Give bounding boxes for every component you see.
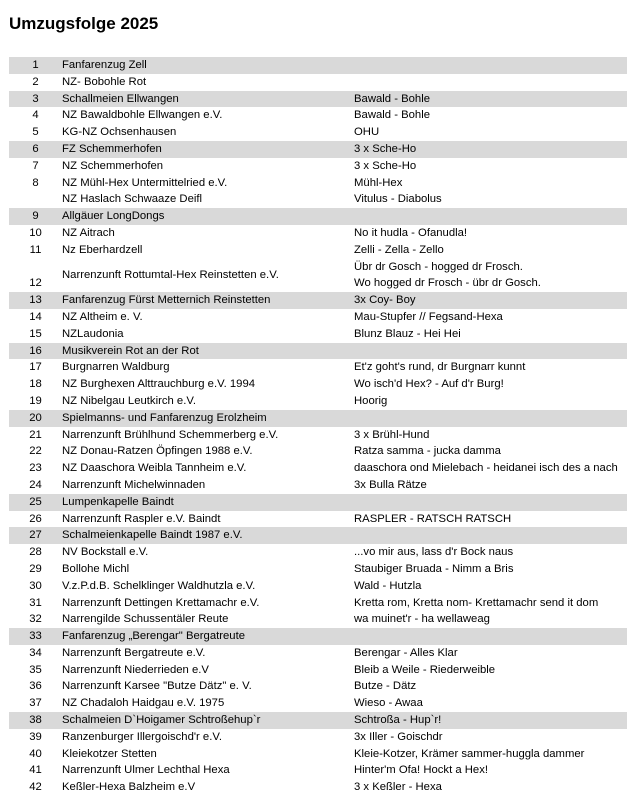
group-call: Et'z goht's rund, dr Burgnarr kunnt bbox=[354, 361, 526, 374]
group-name: Spielmanns- und Fanfarenzug Erolzheim bbox=[62, 410, 354, 427]
row-number: 37 bbox=[29, 697, 42, 710]
row-number: 12 bbox=[29, 277, 42, 290]
group-call: Zelli - Zella - Zello bbox=[354, 243, 444, 256]
row-number: 29 bbox=[29, 562, 42, 575]
row-number: 41 bbox=[29, 764, 42, 777]
group-name: Narrenzunft Bergatreute e.V. bbox=[62, 646, 206, 659]
row-number: 25 bbox=[9, 494, 62, 511]
group-name: V.z.P.d.B. Schelklinger Waldhutzla e.V. bbox=[62, 579, 256, 592]
table-row bbox=[9, 645, 627, 662]
group-call: Vitulus - Diabolus bbox=[354, 193, 442, 206]
group-call: Ratza samma - jucka damma bbox=[354, 445, 501, 458]
group-call: 3 x Sche-Ho bbox=[354, 159, 417, 172]
group-name: NZLaudonia bbox=[62, 327, 124, 340]
row-number: 19 bbox=[29, 394, 42, 407]
group-call: Kretta rom, Kretta nom- Krettamachr send it dom bbox=[354, 596, 599, 609]
group-name: NZ Daaschora Weibla Tannheim e.V. bbox=[62, 462, 247, 475]
group-name: Narrenzunft Brühlhund Schemmerberg e.V. bbox=[62, 428, 279, 441]
group-name: Ranzenburger Illergoischd'r e.V. bbox=[62, 730, 222, 743]
table-row bbox=[9, 494, 627, 511]
group-name: Narrengilde Schussentäler Reute bbox=[62, 613, 229, 626]
group-call bbox=[354, 74, 627, 91]
group-name: NZ Chadaloh Haidgau e.V. 1975 bbox=[62, 697, 225, 710]
table-row bbox=[9, 309, 627, 326]
group-name: Narrenzunft Niederrieden e.V bbox=[62, 663, 209, 676]
row-number: 26 bbox=[29, 512, 42, 525]
group-name: Schallmeien Ellwangen bbox=[62, 91, 354, 108]
row-number: 34 bbox=[29, 646, 42, 659]
table-row bbox=[9, 762, 627, 779]
row-number: 6 bbox=[9, 141, 62, 158]
table-row bbox=[9, 124, 627, 141]
group-call: Blunz Blauz - Hei Hei bbox=[354, 327, 461, 340]
group-call-line: Übr dr Gosch - hogged dr Frosch. bbox=[354, 260, 523, 273]
group-name: KG-NZ Ochsenhausen bbox=[62, 126, 177, 139]
group-call: Kleie-Kotzer, Krämer sammer-huggla dammer bbox=[354, 747, 585, 760]
group-call: No it hudla - Ofanudla! bbox=[354, 226, 468, 239]
group-call: Bawald - Bohle bbox=[354, 109, 430, 122]
group-call: 3x Coy- Boy bbox=[354, 292, 627, 309]
table-row bbox=[9, 427, 627, 444]
group-call: Mau-Stupfer // Fegsand-Hexa bbox=[354, 310, 503, 323]
table-row bbox=[9, 158, 627, 175]
row-number: 14 bbox=[29, 310, 42, 323]
group-name: Narrenzunft Rottumtal-Hex Reinstetten e.V. bbox=[62, 268, 279, 281]
row-number: 39 bbox=[29, 730, 42, 743]
table-row bbox=[9, 779, 627, 796]
group-name: Narrenzunft Dettingen Krettamachr e.V. bbox=[62, 596, 260, 609]
group-call bbox=[354, 343, 627, 360]
row-number: 32 bbox=[29, 613, 42, 626]
group-call: 3 x Brühl-Hund bbox=[354, 428, 430, 441]
group-call bbox=[354, 57, 627, 74]
table-row bbox=[9, 225, 627, 242]
row-number: 27 bbox=[9, 527, 62, 544]
row-number: 1 bbox=[9, 57, 62, 74]
group-call: Wald - Hutzla bbox=[354, 579, 422, 592]
table-row bbox=[9, 74, 627, 91]
table-row bbox=[9, 343, 627, 360]
group-name: NZ Schemmerhofen bbox=[62, 159, 164, 172]
row-number: 31 bbox=[29, 596, 42, 609]
procession-body bbox=[9, 57, 627, 796]
table-row bbox=[9, 527, 627, 544]
group-name: Fanfarenzug „Berengar" Bergatreute bbox=[62, 628, 354, 645]
group-call: daaschora ond Mielebach - heidanei isch des a nach bbox=[354, 462, 618, 475]
group-call: Hinter'm Ofa! Hockt a Hex! bbox=[354, 764, 488, 777]
group-name: Musikverein Rot an der Rot bbox=[62, 343, 354, 360]
row-number: 23 bbox=[29, 462, 42, 475]
table-row bbox=[9, 175, 627, 192]
table-row bbox=[9, 141, 627, 158]
group-call: Wo isch'd Hex? - Auf d'r Burg! bbox=[354, 378, 504, 391]
group-name: Narrenzunft Michelwinnaden bbox=[62, 478, 206, 491]
group-call: OHU bbox=[354, 126, 380, 139]
group-name: Bollohe Michl bbox=[62, 562, 130, 575]
group-name: Schalmeienkapelle Baindt 1987 e.V. bbox=[62, 527, 354, 544]
row-number: 7 bbox=[32, 159, 39, 172]
group-name: Narrenzunft Karsee "Butze Dätz" e. V. bbox=[62, 680, 252, 693]
group-name: Kleiekotzer Stetten bbox=[62, 747, 157, 760]
group-name: Fanfarenzug Fürst Metternich Reinstetten bbox=[62, 292, 354, 309]
row-number: 42 bbox=[29, 781, 42, 794]
row-number: 33 bbox=[9, 628, 62, 645]
table-row bbox=[9, 729, 627, 746]
page-title: Umzugsfolge 2025 bbox=[9, 14, 159, 33]
group-call: ...vo mir aus, lass d'r Bock naus bbox=[354, 546, 514, 559]
group-name: NZ- Bobohle Rot bbox=[62, 75, 147, 88]
group-call: Butze - Dätz bbox=[354, 680, 417, 693]
row-number: 11 bbox=[29, 243, 42, 256]
row-number: 2 bbox=[32, 75, 39, 88]
row-number: 15 bbox=[29, 327, 42, 340]
row-number: 13 bbox=[9, 292, 62, 309]
row-number: 3 bbox=[9, 91, 62, 108]
row-number: 40 bbox=[29, 747, 42, 760]
group-call: Mühl-Hex bbox=[354, 176, 403, 189]
row-number: 24 bbox=[29, 478, 42, 491]
table-row bbox=[9, 578, 627, 595]
row-number bbox=[9, 191, 62, 208]
table-row bbox=[9, 443, 627, 460]
row-number: 35 bbox=[29, 663, 42, 676]
group-call: wa muinet'r - ha wellaweag bbox=[354, 613, 490, 626]
group-call: 3x Iller - Goischdr bbox=[354, 730, 443, 743]
table-row bbox=[9, 511, 627, 528]
row-number: 9 bbox=[9, 208, 62, 225]
table-row bbox=[9, 662, 627, 679]
table-row bbox=[9, 326, 627, 343]
row-number: 20 bbox=[9, 410, 62, 427]
table-row bbox=[9, 292, 627, 309]
group-call bbox=[354, 628, 627, 645]
table-row bbox=[9, 746, 627, 763]
group-name: Burgnarren Waldburg bbox=[62, 361, 170, 374]
row-number: 22 bbox=[29, 445, 42, 458]
group-name: Narrenzunft Ulmer Lechthal Hexa bbox=[62, 764, 230, 777]
table-row bbox=[9, 393, 627, 410]
table-row bbox=[9, 712, 627, 729]
table-row bbox=[9, 477, 627, 494]
group-call bbox=[354, 527, 627, 544]
group-call: RASPLER - RATSCH RATSCH bbox=[354, 512, 512, 525]
table-row bbox=[9, 544, 627, 561]
group-call: Berengar - Alles Klar bbox=[354, 646, 458, 659]
group-name: Keßler-Hexa Balzheim e.V bbox=[62, 781, 196, 794]
group-call bbox=[354, 410, 627, 427]
group-name: NZ Aitrach bbox=[62, 226, 115, 239]
table-row bbox=[9, 410, 627, 427]
group-call: Staubiger Bruada - Nimm a Bris bbox=[354, 562, 514, 575]
row-number: 30 bbox=[29, 579, 42, 592]
table-row bbox=[9, 57, 627, 74]
table-row bbox=[9, 359, 627, 376]
group-call: Schtroßa - Hup`r! bbox=[354, 712, 627, 729]
row-number: 38 bbox=[9, 712, 62, 729]
table-row bbox=[9, 695, 627, 712]
group-name: NZ Nibelgau Leutkirch e.V. bbox=[62, 394, 196, 407]
group-call-line: Wo hogged dr Frosch - übr dr Gosch. bbox=[354, 277, 541, 290]
group-name: NZ Altheim e. V. bbox=[62, 310, 143, 323]
table-row bbox=[9, 678, 627, 695]
group-name: NZ Donau-Ratzen Öpfingen 1988 e.V. bbox=[62, 445, 253, 458]
group-name: Lumpenkapelle Baindt bbox=[62, 494, 354, 511]
group-call: 3 x Keßler - Hexa bbox=[354, 781, 442, 794]
group-name: NZ Mühl-Hex Untermittelried e.V. bbox=[62, 176, 228, 189]
group-call: 3 x Sche-Ho bbox=[354, 141, 627, 158]
group-call: Bleib a Weile - Riederweible bbox=[354, 663, 496, 676]
group-name: NZ Bawaldbohle Ellwangen e.V. bbox=[62, 109, 223, 122]
row-number: 17 bbox=[29, 361, 42, 374]
group-call: Wieso - Awaa bbox=[354, 697, 423, 710]
group-call bbox=[354, 494, 627, 511]
row-number: 10 bbox=[29, 226, 42, 239]
row-number: 21 bbox=[29, 428, 42, 441]
table-row bbox=[9, 595, 627, 612]
row-number: 28 bbox=[29, 546, 42, 559]
group-name: NZ Haslach Schwaaze Deifl bbox=[62, 193, 203, 206]
group-call: Bawald - Bohle bbox=[354, 91, 627, 108]
table-row bbox=[9, 208, 627, 225]
group-name: Allgäuer LongDongs bbox=[62, 208, 354, 225]
table-row bbox=[9, 561, 627, 578]
table-row bbox=[9, 376, 627, 393]
row-number: 16 bbox=[9, 343, 62, 360]
group-name: FZ Schemmerhofen bbox=[62, 141, 354, 158]
group-name: NV Bockstall e.V. bbox=[62, 546, 149, 559]
group-call bbox=[354, 208, 627, 225]
row-number: 4 bbox=[32, 109, 39, 122]
group-call: Hoorig bbox=[354, 394, 388, 407]
row-number: 36 bbox=[29, 680, 42, 693]
group-name: Nz Eberhardzell bbox=[62, 243, 143, 256]
group-call bbox=[354, 259, 627, 293]
group-name: Narrenzunft Raspler e.V. Baindt bbox=[62, 512, 221, 525]
procession-table bbox=[9, 57, 627, 796]
row-number: 18 bbox=[29, 378, 42, 391]
group-name: Schalmeien D`Hoigamer Schtroßehup`r bbox=[62, 712, 354, 729]
table-row bbox=[9, 259, 627, 293]
row-number: 8 bbox=[32, 176, 39, 189]
group-name: Fanfarenzug Zell bbox=[62, 57, 354, 74]
table-row bbox=[9, 628, 627, 645]
table-row bbox=[9, 107, 627, 124]
table-row bbox=[9, 91, 627, 108]
table-row bbox=[9, 191, 627, 208]
table-row bbox=[9, 242, 627, 259]
group-name: NZ Burghexen Alttrauchburg e.V. 1994 bbox=[62, 378, 256, 391]
row-number: 5 bbox=[32, 126, 39, 139]
table-row bbox=[9, 611, 627, 628]
table-row bbox=[9, 460, 627, 477]
group-call: 3x Bulla Rätze bbox=[354, 478, 427, 491]
